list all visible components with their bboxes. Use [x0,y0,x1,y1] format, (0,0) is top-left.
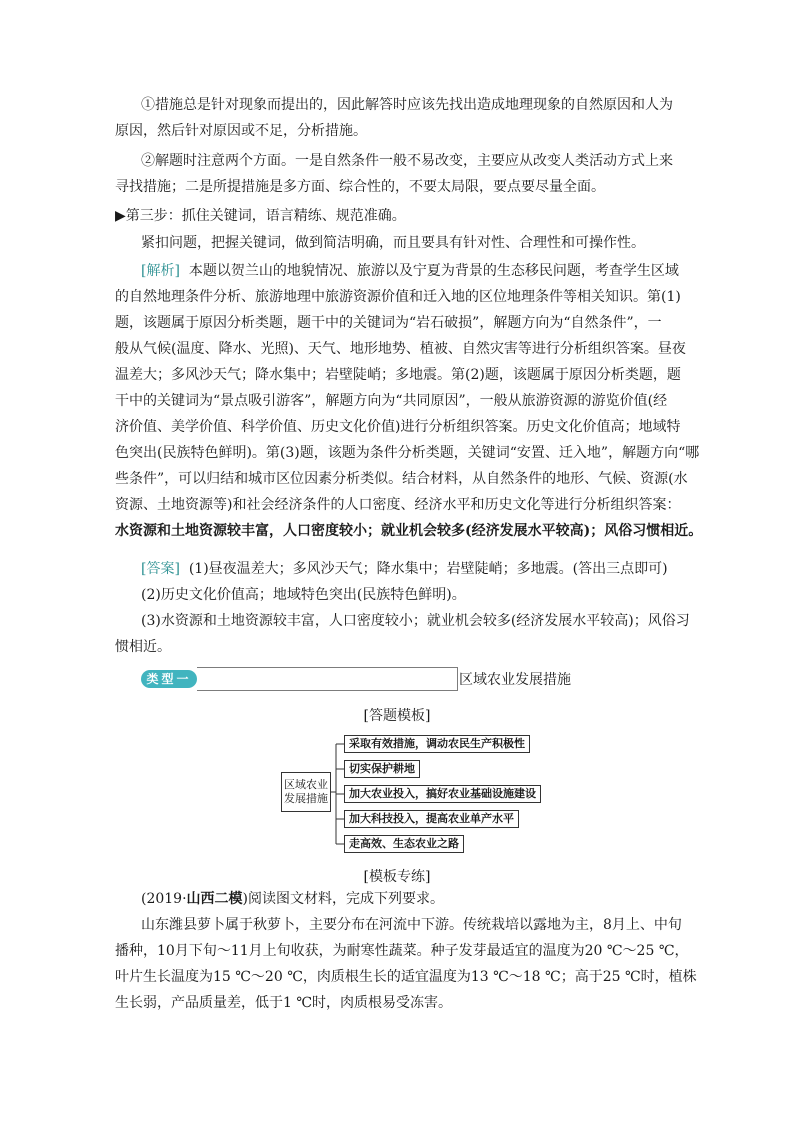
text-line: 惯相近。 [115,639,171,655]
diagram-root [281,772,331,812]
text-line: 原因，然后针对原因或不足，分析措施。 [115,123,367,139]
text-line: 温差大；多风沙天气；降水集中；岩壁陡峭；多地震。第(2)题，该题属于原因分析类题，题 [115,367,681,383]
section-title: 区域农业发展措施 [459,672,571,688]
diagram-leaf: 走高效、生态农业之路 [344,835,464,853]
analysis-tag: [解析] [141,263,180,279]
question-block [115,886,697,1016]
text-line: 色突出(民族特色鲜明)。第(3)题，该题为条件分析类题，关键词“安置、迁入地”，解题方向“哪 [115,445,700,461]
text-line: 水资源和土地资源较丰富，人口密度较小；就业机会较多(经济发展水平较高)；风俗习惯相近。 [115,523,703,539]
source-suffix: )阅读图文材料，完成下列要求。 [242,891,445,907]
diagram-leaf: 采取有效措施，调动农民生产积极性 [344,735,530,753]
text-line: 山东潍县萝卜属于秋萝卜，主要分布在河流中下游。传统栽培以露地为主，8月上、中旬 [141,917,682,933]
text-line: 济价值、美学价值、科学价值、历史文化价值)进行分析组织答案。历史文化价值高；地域特 [115,419,681,435]
text-line: (3)水资源和土地资源较丰富，人口密度较小；就业机会较多(经济发展水平较高)；风俗习 [141,613,690,629]
diagram-leaf: 加大农业投入，搞好农业基础设施建设 [344,785,541,803]
text-line: ②解题时注意两个方面。一是自然条件一般不易改变，主要应从改变人类活动方式上来 [141,153,673,169]
text-line: 资源、土地资源等)和社会经济条件的人口密度、经济水平和历史文化等进行分析组织答案： [115,497,681,513]
text-line: 播种，10月下旬～11月上旬收获，为耐寒性蔬菜。种子发芽最适宜的温度为20 ℃～25 ℃， [115,943,689,959]
text-line: ①措施总是针对现象而提出的，因此解答时应该先找出造成地理现象的自然原因和人为 [141,97,673,113]
text-line: 叶片生长温度为15 ℃～20 ℃，肉质根生长的适宜温度为13 ℃～18 ℃；高于25 ℃时，植株 [115,969,697,985]
text-line: 生长弱，产品质量差，低于1 ℃时，肉质根易受冻害。 [115,995,453,1011]
answer-tag: [答案] [141,561,180,577]
text-line: 般从气候(温度、降水、光照)、天气、地形地势、植被、自然灾害等进行分析组织答案。昼夜 [115,341,686,357]
diagram-root-line: 发展措施 [284,792,328,805]
section-badge: 类型一 [141,670,197,688]
template-label: [答题模板] [363,708,431,724]
text-line: 题，该题属于原因分析类题，题干中的关键词为“岩石破损”，解题方向为“自然条件”，一 [115,315,662,331]
diagram-leaf: 切实保护耕地 [344,760,420,778]
source-name: 山西二模 [186,891,243,907]
text-line: 本题以贺兰山的地貌情况、旅游以及宁夏为背景的生态移民问题，考查学生区域 [188,263,679,279]
practice-label: [模板专练] [363,869,431,885]
text-line: (2)历史文化价值高；地域特色突出(民族特色鲜明)。 [141,587,466,603]
text-line: 些条件”，可以归结和城市区位因素分析类似。结合材料，从自然条件的地形、气候、资源(水 [115,471,688,487]
diagram-leaf: 加大科技投入，提高农业单产水平 [344,810,519,828]
source-prefix: (2019· [141,891,187,907]
diagram-root-line: 区域农业 [284,778,328,791]
text-line: ▶第三步：抓住关键词，语言精练、规范准确。 [115,208,406,224]
text-line: 紧扣问题，把握关键词，做到简洁明确，而且要具有针对性、合理性和可操作性。 [141,235,645,251]
text-line: (1)昼夜温差大；多风沙天气；降水集中；岩壁陡峭；多地震。(答出三点即可) [188,561,668,577]
text-line: 干中的关键词为“景点吸引游客”，解题方向为“共同原因”，一般从旅游资源的游览价值(经 [115,393,668,409]
text-line: 的自然地理条件分析、旅游地理中旅游资源价值和迁入地的区位地理条件等相关知识。第(1) [115,289,681,305]
text-line: 寻找措施；二是所提措施是多方面、综合性的，不要太局限，要点要尽量全面。 [115,179,605,195]
